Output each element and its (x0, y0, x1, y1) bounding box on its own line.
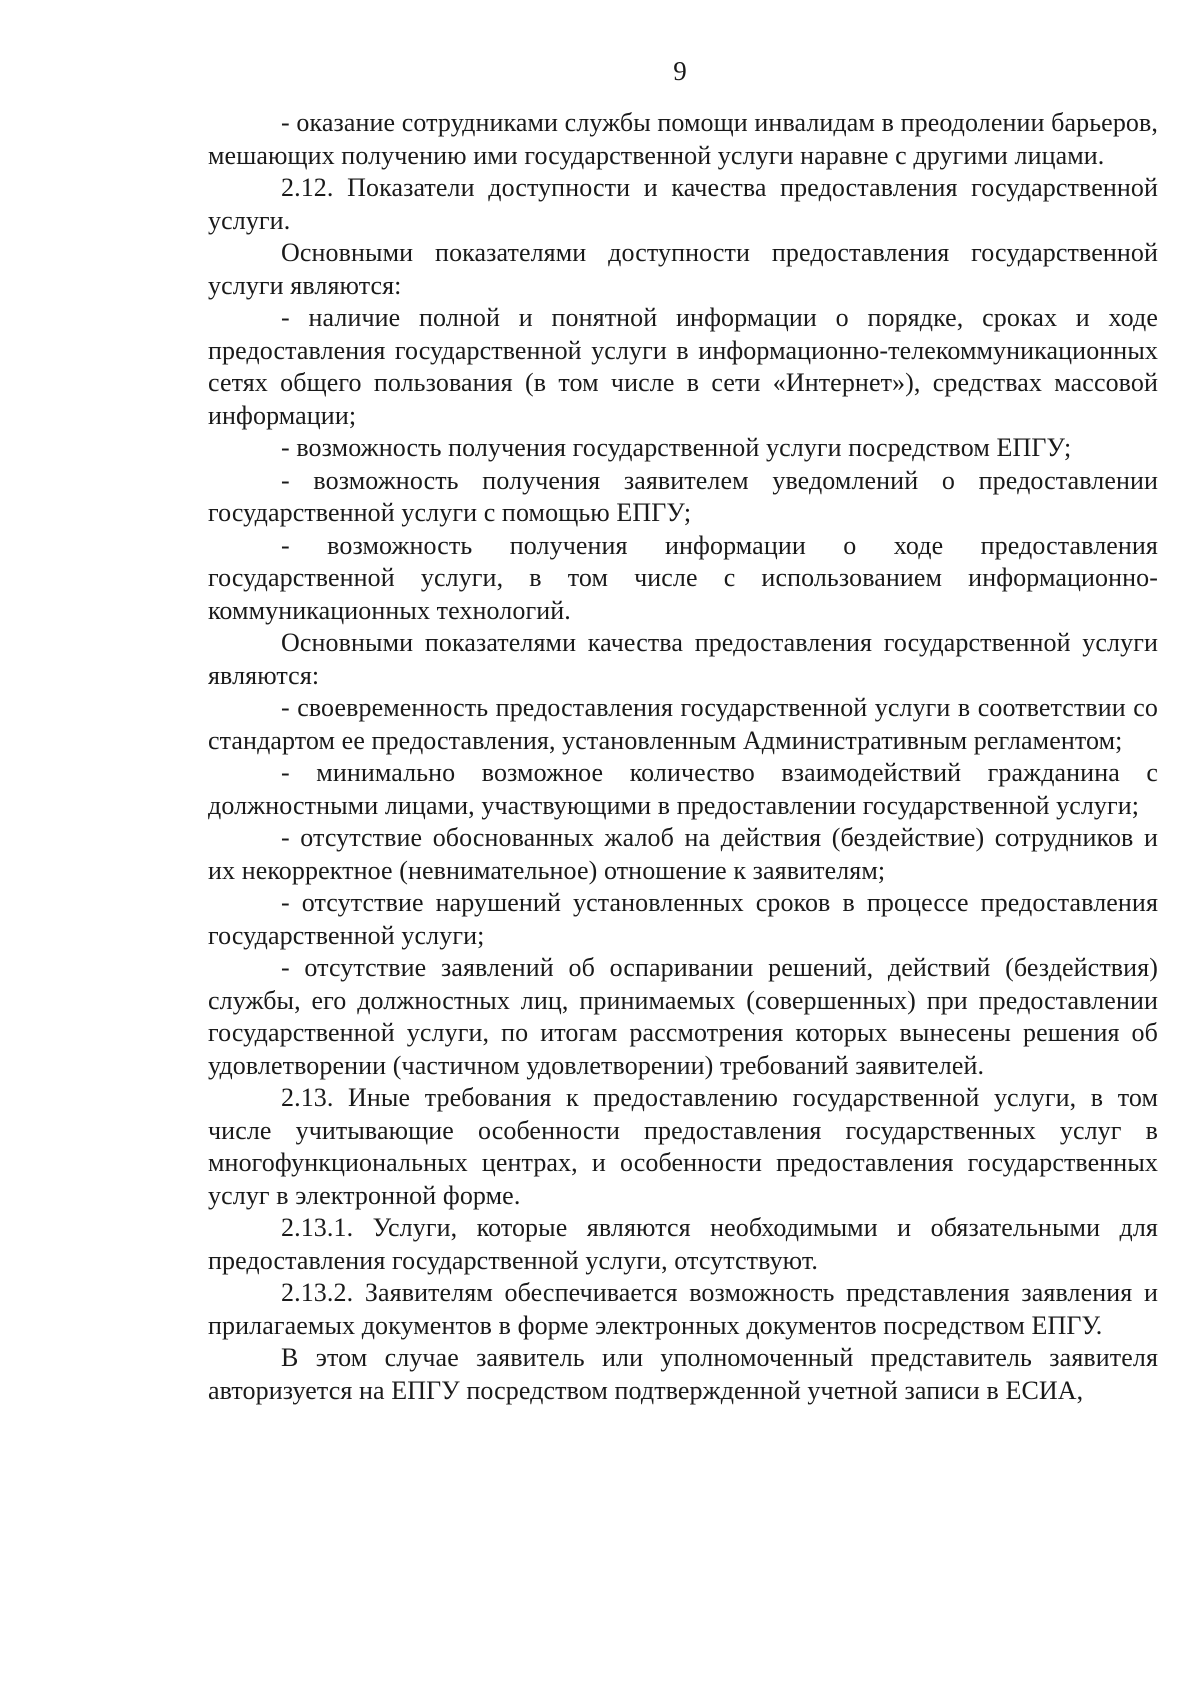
list-item: - минимально возможное количество взаимодействий гражданина с должностными лицами, участвующими в предоставлении государственной услуги; (208, 758, 1158, 820)
list-item: - отсутствие обоснованных жалоб на действия (бездействие) сотрудников и их некорректное (невнимательное) отношение к заявителям; (208, 823, 1158, 885)
list-item: - своевременность предоставления государственной услуги в соответствии со стандартом ее предоставления, установленным Административным регламентом; (208, 693, 1158, 755)
section-heading: 2.12. Показатели доступности и качества предоставления государственной услуги. (208, 173, 1158, 235)
document-body (208, 107, 1158, 1407)
list-item: - отсутствие нарушений установленных сроков в процессе предоставления государственной услуги; (208, 888, 1158, 950)
page-number: 9 (673, 56, 687, 86)
list-item: - наличие полной и понятной информации о порядке, сроках и ходе предоставления государственной услуги в информационно-телекоммуникационных сетях общего пользования (в том числе в сети «Интернет»), средствах массовой информации; (208, 303, 1158, 430)
list-item: - возможность получения государственной услуги посредством ЕПГУ; (281, 433, 1072, 462)
list-item: - возможность получения заявителем уведомлений о предоставлении государственной услуги с помощью ЕПГУ; (208, 465, 1158, 527)
paragraph: В этом случае заявитель или уполномоченный представитель заявителя авторизуется на ЕПГУ посредством подтвержденной учетной записи в ЕСИА, (208, 1343, 1158, 1405)
list-item: - отсутствие заявлений об оспаривании решений, действий (бездействия) службы, его должностных лиц, принимаемых (совершенных) при предоставлении государственной услуги, по итогам рассмотрения которых вынесены решения об удовлетворении (частичном удовлетворении) требований заявителей. (208, 953, 1158, 1080)
paragraph: - оказание сотрудниками службы помощи инвалидам в преодолении барьеров, мешающих получению ими государственной услуги наравне с другими лицами. (208, 108, 1158, 170)
paragraph: Основными показателями доступности предоставления государственной услуги являются: (208, 238, 1158, 300)
subsection-paragraph: 2.13.2. Заявителям обеспечивается возможность представления заявления и прилагаемых документов в форме электронных документов посредством ЕПГУ. (208, 1278, 1158, 1340)
list-item: - возможность получения информации о ходе предоставления государственной услуги, в том числе с использованием информационно-коммуникационных технологий. (208, 530, 1158, 625)
subsection-paragraph: 2.13.1. Услуги, которые являются необходимыми и обязательными для предоставления государственной услуги, отсутствуют. (208, 1213, 1158, 1275)
paragraph: Основными показателями качества предоставления государственной услуги являются: (208, 628, 1158, 690)
section-heading: 2.13. Иные требования к предоставлению государственной услуги, в том числе учитывающие особенности предоставления государственных услуг в многофункциональных центрах, и особенности предоставления государственных услуг в электронной форме. (208, 1083, 1158, 1210)
